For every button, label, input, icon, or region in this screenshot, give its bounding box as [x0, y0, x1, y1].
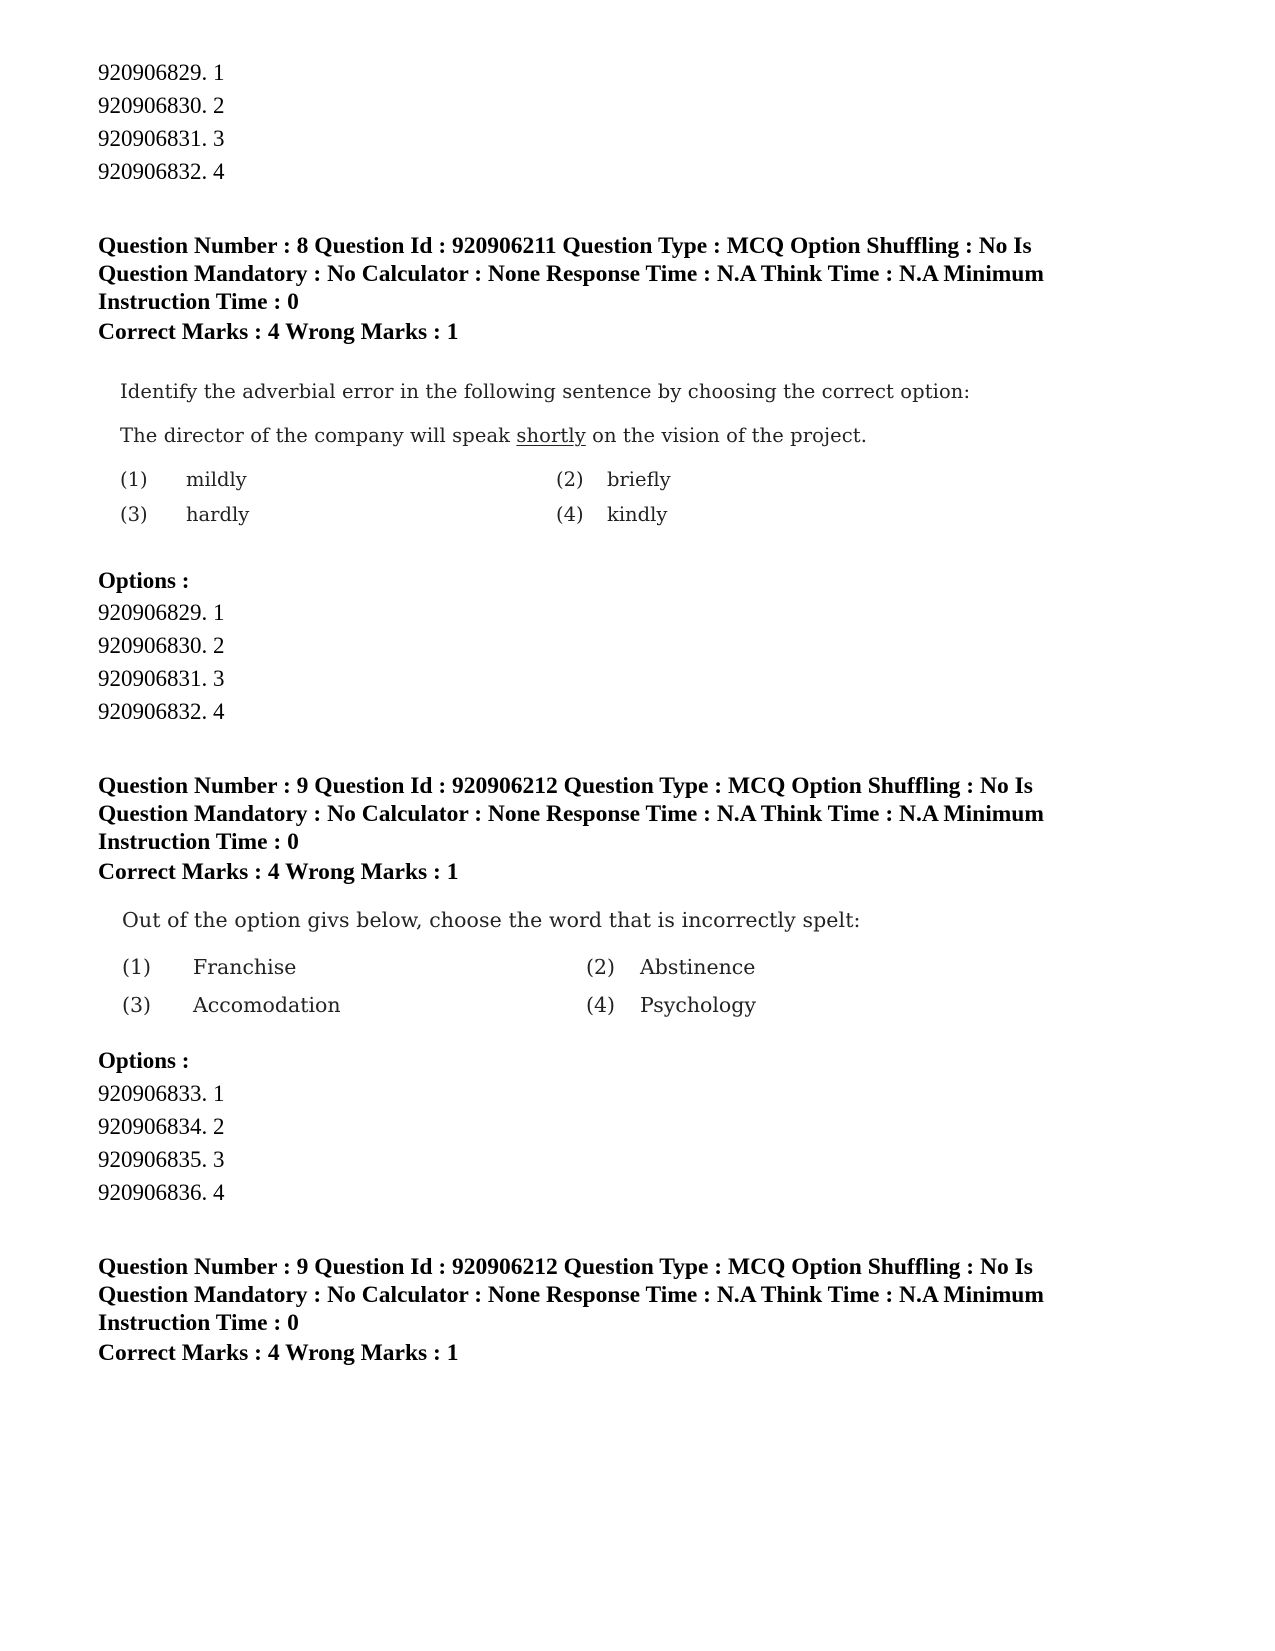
q8-meta-line3: Instruction Time : 0	[98, 289, 299, 315]
q8-question-text: Identify the adverbial error in the following sentence by choosing the correct option:	[120, 380, 971, 403]
q8-choice-text: hardly	[186, 503, 250, 526]
q9-meta-line2: Question Mandatory : No Calculator : None Response Time : N.A Think Time : N.A Minimum	[98, 801, 1044, 827]
q8-choice-text: briefly	[607, 468, 671, 491]
q8-sentence	[120, 424, 867, 447]
option-line: 920906830. 2	[98, 93, 225, 118]
q9-choice-text: Franchise	[193, 955, 297, 979]
q9-meta	[98, 772, 1128, 856]
q8-choice-num: (3)	[120, 503, 148, 526]
option-line: 920906832. 4	[98, 699, 225, 724]
option-line: 920906832. 4	[98, 159, 225, 184]
q9-question-text: Out of the option givs below, choose the word that is incorrectly spelt:	[122, 908, 861, 932]
option-line: 920906830. 2	[98, 633, 225, 658]
q8-choice-num: (4)	[556, 503, 584, 526]
option-line: 920906831. 3	[98, 666, 225, 691]
q8-choice-text: mildly	[186, 468, 247, 491]
q9-options-label: Options :	[98, 1048, 190, 1073]
q8-meta-line1: Question Number : 8 Question Id : 920906211 Question Type : MCQ Option Shuffling : No Is	[98, 233, 1032, 259]
q9-repeat-meta-line3: Instruction Time : 0	[98, 1310, 299, 1336]
q9-choice-num: (3)	[122, 993, 152, 1017]
q9-choice-text: Accomodation	[193, 993, 341, 1017]
q8-choice-num: (2)	[556, 468, 584, 491]
q9-choice-num: (1)	[122, 955, 152, 979]
option-line: 920906834. 2	[98, 1114, 225, 1139]
q8-marks: Correct Marks : 4 Wrong Marks : 1	[98, 319, 459, 345]
option-line: 920906831. 3	[98, 126, 225, 151]
q9-marks: Correct Marks : 4 Wrong Marks : 1	[98, 859, 459, 885]
q9-repeat-meta-line1: Question Number : 9 Question Id : 920906212 Question Type : MCQ Option Shuffling : No Is	[98, 1254, 1033, 1280]
option-line: 920906829. 1	[98, 60, 225, 85]
option-line: 920906829. 1	[98, 600, 225, 625]
q8-sentence-post: on the vision of the project.	[585, 424, 868, 447]
q9-meta-line1: Question Number : 9 Question Id : 920906212 Question Type : MCQ Option Shuffling : No Is	[98, 773, 1033, 799]
q8-sentence-pre: The director of the company will speak	[120, 424, 517, 447]
option-line: 920906835. 3	[98, 1147, 225, 1172]
q9-choice-text: Abstinence	[640, 955, 756, 979]
q9-repeat-meta-line2: Question Mandatory : No Calculator : None Response Time : N.A Think Time : N.A Minimum	[98, 1282, 1044, 1308]
q9-repeat-marks: Correct Marks : 4 Wrong Marks : 1	[98, 1340, 459, 1366]
q8-underlined-word: shortly	[516, 424, 586, 447]
q9-repeat-meta	[98, 1253, 1128, 1337]
q9-choice-text: Psychology	[640, 993, 756, 1017]
option-line: 920906836. 4	[98, 1180, 225, 1205]
q8-choice-num: (1)	[120, 468, 148, 491]
q9-meta-line3: Instruction Time : 0	[98, 829, 299, 855]
q8-meta	[98, 232, 1128, 316]
q8-meta-line2: Question Mandatory : No Calculator : None Response Time : N.A Think Time : N.A Minimum	[98, 261, 1044, 287]
q9-choice-num: (2)	[586, 955, 616, 979]
q9-choice-num: (4)	[586, 993, 616, 1017]
q8-choice-text: kindly	[607, 503, 668, 526]
option-line: 920906833. 1	[98, 1081, 225, 1106]
q8-options-label: Options :	[98, 568, 190, 593]
